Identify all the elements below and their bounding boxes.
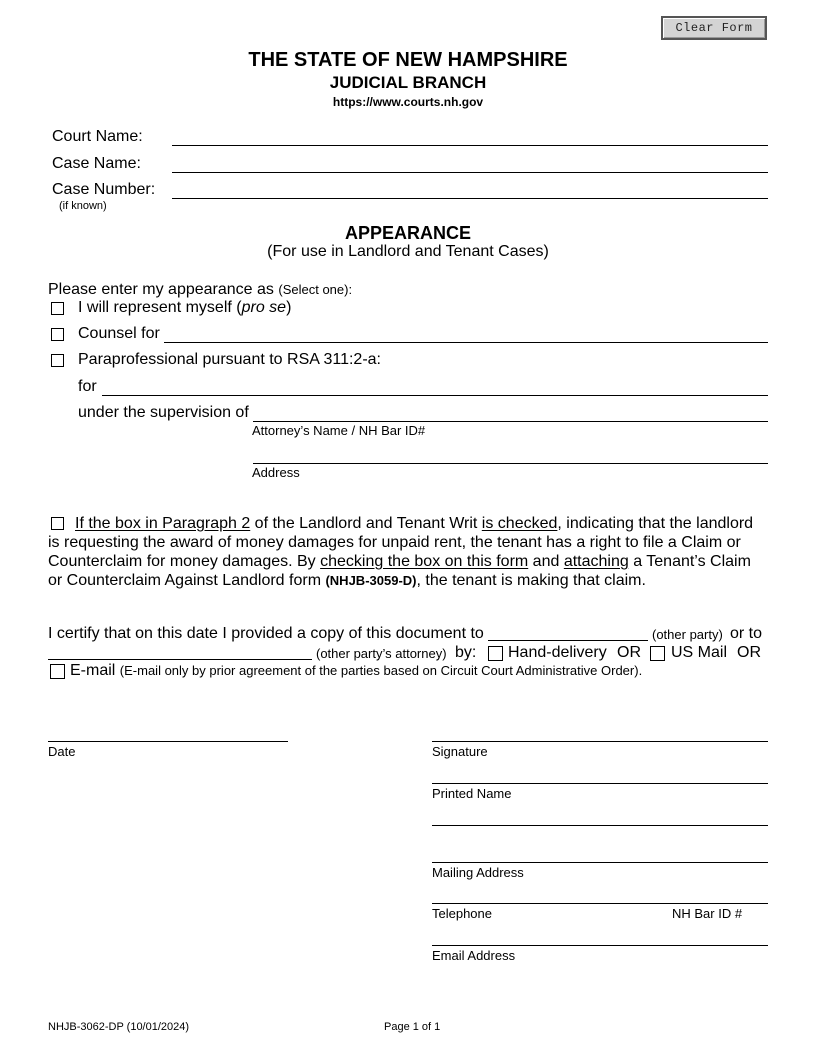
form-title: APPEARANCE <box>344 223 472 243</box>
state-heading: THE STATE OF NEW HAMPSHIRE <box>248 49 568 71</box>
paraprofessional-checkbox[interactable] <box>51 354 64 367</box>
signature-caption: Signature <box>432 744 488 759</box>
signature-field[interactable] <box>432 741 768 742</box>
email-checkbox[interactable] <box>50 664 65 679</box>
paraprofessional-for-field[interactable] <box>102 395 768 396</box>
if-known-note: (if known) <box>59 200 107 212</box>
attorney-caption: Attorney’s Name / NH Bar ID# <box>252 423 426 438</box>
or-text-2: OR <box>737 644 761 661</box>
appearance-intro-text: Please enter my appearance as <box>48 281 274 298</box>
by-text: by: <box>455 644 477 661</box>
form-subtitle: (For use in Landlord and Tenant Cases) <box>267 243 549 260</box>
printed-name-caption: Printed Name <box>432 786 512 801</box>
or-to-text: or to <box>730 625 763 642</box>
counsel-for-field[interactable] <box>164 342 768 343</box>
date-caption: Date <box>48 744 76 759</box>
email-option <box>70 662 642 680</box>
attorney-address-field[interactable] <box>253 463 768 464</box>
court-url: https://www.courts.nh.gov <box>332 95 484 109</box>
hand-delivery-checkbox[interactable] <box>488 646 503 661</box>
for-label: for <box>78 378 97 395</box>
attorney-name-field[interactable] <box>253 421 768 422</box>
other-party-caption: (other party) <box>652 627 723 642</box>
certify-text: I certify that on this date I provided a copy of this document to <box>48 625 484 642</box>
page-number: Page 1 of 1 <box>384 1021 441 1033</box>
other-party-field[interactable] <box>488 640 648 641</box>
counsel-checkbox[interactable] <box>51 328 64 341</box>
hand-delivery-label: Hand-delivery <box>508 644 607 661</box>
us-mail-label: US Mail <box>671 644 728 661</box>
other-attorney-caption: (other party’s attorney) <box>316 646 447 661</box>
email-address-field[interactable] <box>432 945 768 946</box>
supervision-label: under the supervision of <box>78 404 249 421</box>
mailing-address-field-1[interactable] <box>432 825 768 826</box>
claim-paragraph: If the box in Paragraph 2 of the Landlord and Tenant Writ is checked, indicating that the landlord is requesting the award of money damages for unpaid rent, the tenant has a right to file a Claim or Counterclaim for money damages. By checking the box on this form and attaching a Tenant’s Claim or Counterclaim Against Landlord form (NHJB-3059-D), the tenant is making that claim. <box>48 515 754 589</box>
telephone-caption: Telephone <box>432 906 492 921</box>
case-number-label: Case Number: <box>52 181 156 198</box>
form-id: NHJB-3062-DP (10/01/2024) <box>48 1021 190 1033</box>
other-attorney-field[interactable] <box>48 659 312 660</box>
printed-name-field[interactable] <box>432 783 768 784</box>
counsel-label: Counsel for <box>78 325 160 342</box>
or-text-1: OR <box>617 644 641 661</box>
email-note: (E-mail only by prior agreement of the parties based on Circuit Court Administrative Order). <box>119 663 643 678</box>
address-caption: Address <box>252 465 300 480</box>
select-one-note: (Select one): <box>278 282 353 297</box>
email-label: E-mail <box>70 662 116 679</box>
case-name-label: Case Name: <box>52 155 141 172</box>
bar-id-caption: NH Bar ID # <box>672 906 743 921</box>
email-address-caption: Email Address <box>432 948 516 963</box>
pro-se-label: I will represent myself (pro se) <box>78 299 292 316</box>
court-name-label: Court Name: <box>52 128 143 145</box>
case-number-field[interactable] <box>172 198 768 199</box>
paraprofessional-label: Paraprofessional pursuant to RSA 311:2-a: <box>78 351 381 368</box>
appearance-intro <box>48 281 352 299</box>
telephone-field[interactable] <box>432 903 768 904</box>
court-name-field[interactable] <box>172 145 768 146</box>
mailing-address-caption: Mailing Address <box>432 865 524 880</box>
branch-heading: JUDICIAL BRANCH <box>329 73 487 92</box>
mailing-address-field-2[interactable] <box>432 862 768 863</box>
case-name-field[interactable] <box>172 172 768 173</box>
pro-se-checkbox[interactable] <box>51 302 64 315</box>
us-mail-checkbox[interactable] <box>650 646 665 661</box>
clear-form-button[interactable]: Clear Form <box>661 16 767 40</box>
date-field[interactable] <box>48 741 288 742</box>
